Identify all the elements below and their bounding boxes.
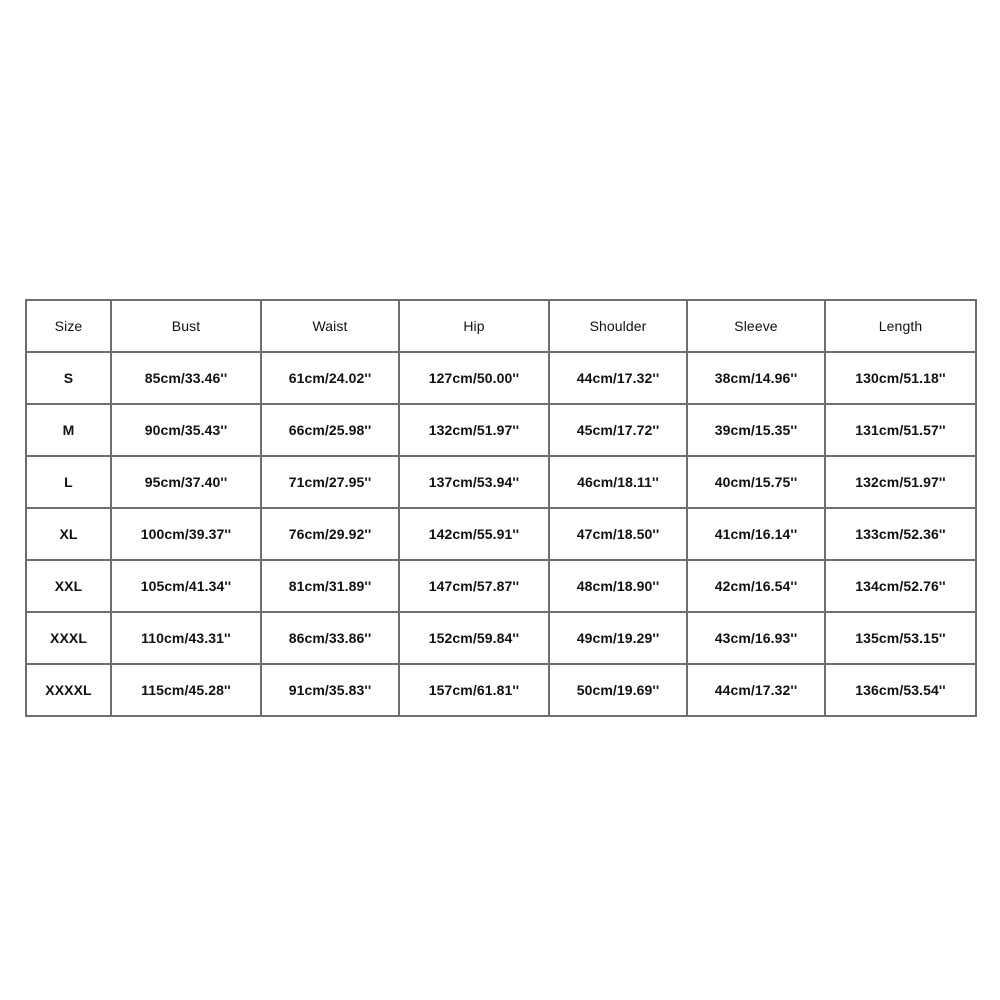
column-header-length: Length [825,300,976,352]
waist-cell: 91cm/35.83'' [261,664,399,716]
size-cell: XL [26,508,111,560]
column-header-sleeve: Sleeve [687,300,825,352]
size-chart-body [26,352,976,716]
shoulder-cell: 47cm/18.50'' [549,508,687,560]
hip-cell: 137cm/53.94'' [399,456,549,508]
size-cell: S [26,352,111,404]
sleeve-cell: 41cm/16.14'' [687,508,825,560]
size-chart-table [25,299,977,717]
shoulder-cell: 44cm/17.32'' [549,352,687,404]
column-header-shoulder: Shoulder [549,300,687,352]
bust-cell: 95cm/37.40'' [111,456,261,508]
hip-cell: 132cm/51.97'' [399,404,549,456]
table-row [26,560,976,612]
sleeve-cell: 38cm/14.96'' [687,352,825,404]
column-header-size: Size [26,300,111,352]
hip-cell: 157cm/61.81'' [399,664,549,716]
header-row [26,300,976,352]
sleeve-cell: 43cm/16.93'' [687,612,825,664]
hip-cell: 142cm/55.91'' [399,508,549,560]
waist-cell: 71cm/27.95'' [261,456,399,508]
shoulder-cell: 49cm/19.29'' [549,612,687,664]
shoulder-cell: 46cm/18.11'' [549,456,687,508]
length-cell: 131cm/51.57'' [825,404,976,456]
waist-cell: 61cm/24.02'' [261,352,399,404]
bust-cell: 100cm/39.37'' [111,508,261,560]
bust-cell: 115cm/45.28'' [111,664,261,716]
hip-cell: 147cm/57.87'' [399,560,549,612]
bust-cell: 85cm/33.46'' [111,352,261,404]
shoulder-cell: 45cm/17.72'' [549,404,687,456]
sleeve-cell: 42cm/16.54'' [687,560,825,612]
sleeve-cell: 39cm/15.35'' [687,404,825,456]
column-header-hip: Hip [399,300,549,352]
column-header-bust: Bust [111,300,261,352]
hip-cell: 152cm/59.84'' [399,612,549,664]
size-cell: XXXL [26,612,111,664]
bust-cell: 110cm/43.31'' [111,612,261,664]
column-header-waist: Waist [261,300,399,352]
length-cell: 132cm/51.97'' [825,456,976,508]
sleeve-cell: 40cm/15.75'' [687,456,825,508]
hip-cell: 127cm/50.00'' [399,352,549,404]
table-row [26,404,976,456]
size-cell: XXXXL [26,664,111,716]
waist-cell: 76cm/29.92'' [261,508,399,560]
table-row [26,352,976,404]
shoulder-cell: 50cm/19.69'' [549,664,687,716]
length-cell: 134cm/52.76'' [825,560,976,612]
table-row [26,508,976,560]
length-cell: 136cm/53.54'' [825,664,976,716]
sleeve-cell: 44cm/17.32'' [687,664,825,716]
length-cell: 130cm/51.18'' [825,352,976,404]
size-cell: M [26,404,111,456]
waist-cell: 66cm/25.98'' [261,404,399,456]
table-row [26,612,976,664]
bust-cell: 105cm/41.34'' [111,560,261,612]
table-row [26,664,976,716]
table-row [26,456,976,508]
waist-cell: 86cm/33.86'' [261,612,399,664]
bust-cell: 90cm/35.43'' [111,404,261,456]
size-chart-header [26,300,976,352]
size-cell: XXL [26,560,111,612]
length-cell: 133cm/52.36'' [825,508,976,560]
shoulder-cell: 48cm/18.90'' [549,560,687,612]
length-cell: 135cm/53.15'' [825,612,976,664]
waist-cell: 81cm/31.89'' [261,560,399,612]
size-cell: L [26,456,111,508]
